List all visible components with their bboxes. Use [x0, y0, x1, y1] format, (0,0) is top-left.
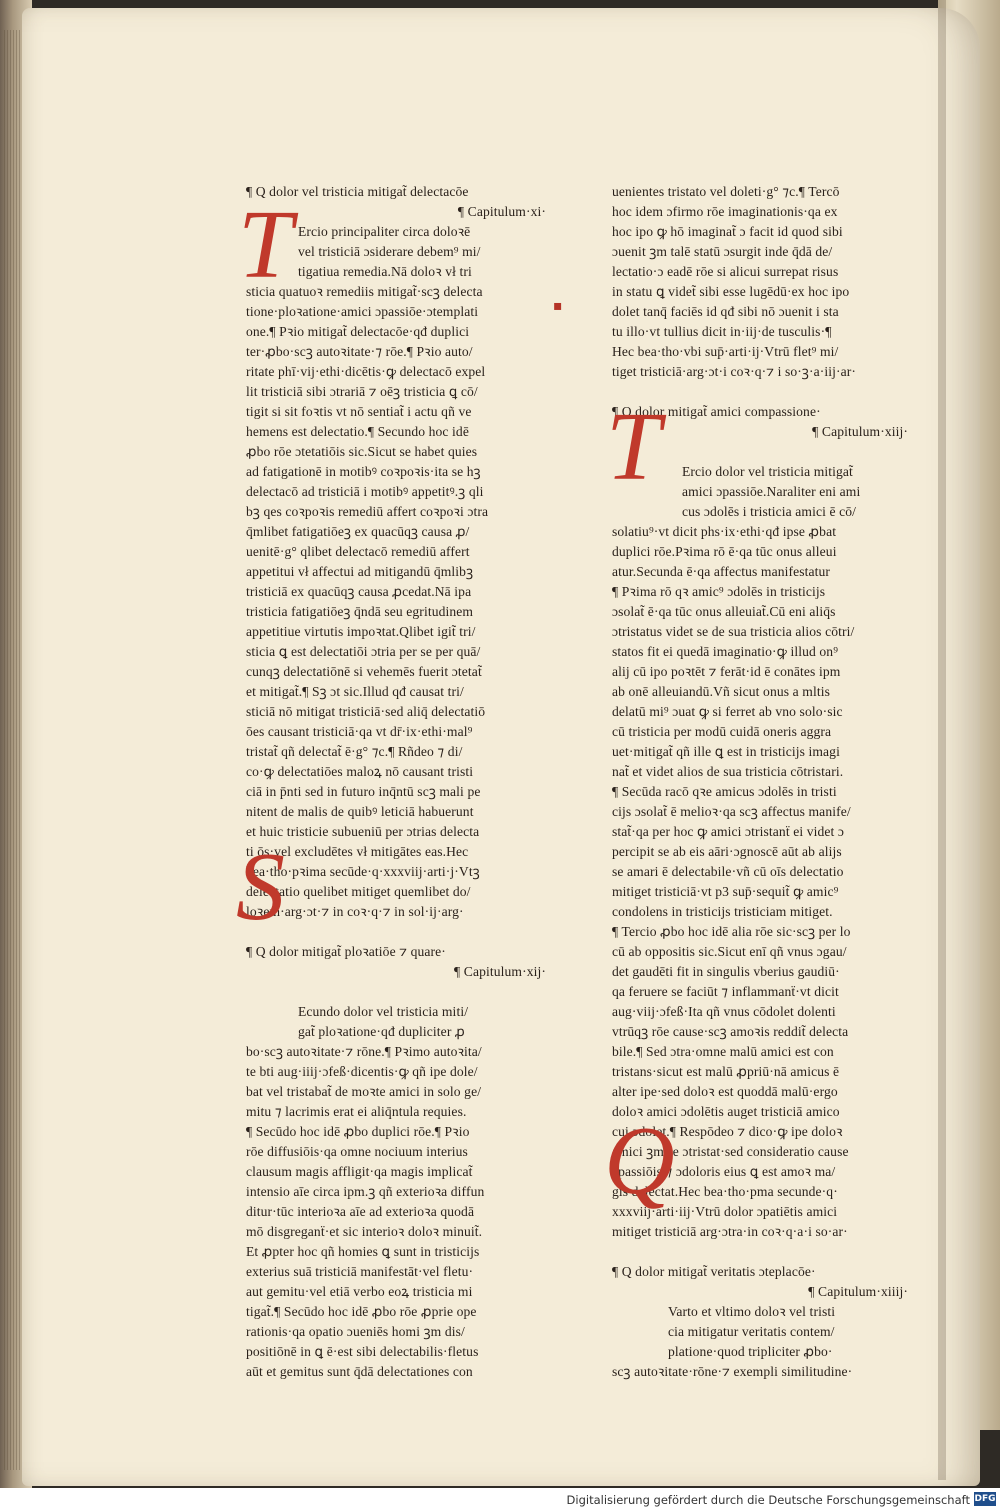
text-line: cunqꝫ delectatiōnē si vehemēs fuerit ɔtetat̃: [246, 664, 482, 679]
text-line: delectatio quelibet mitiget quemlibet do/: [246, 884, 471, 899]
text-line: ¶ Q dolor mitigat̃ amici compassione·: [612, 404, 821, 419]
text-line: tristans·sicut est malū ꝓpriū·nā amicus ē: [612, 1064, 840, 1079]
text-line: condolens in tristicijs tristiciam mitiget.: [612, 904, 833, 919]
text-line: nitent de malis de quibꝰ leticiā habuerunt: [246, 804, 474, 819]
dfg-logo: DFG: [974, 1494, 996, 1504]
text-line: scꝫ autoꝛitate·rōne·⁊ exempli similitudine·: [612, 1364, 853, 1379]
footer-bar: [0, 1488, 1000, 1512]
text-line: Varto et vltimo doloꝛ vel tristi: [668, 1304, 836, 1319]
text-line: gat̃ ploꝛatione·qđ dupliciter ꝓ: [298, 1024, 465, 1039]
text-line: tristat̃ qñ delectat̃ ē·g° ⁊c.¶ Rñdeo ⁊ di/: [246, 744, 463, 759]
text-line: ab onē alleuiandū.Vñ sicut onus a mltis: [612, 684, 830, 699]
text-line: Et ꝓpter hoc qñ homies ꝗ sunt in tristicijs: [246, 1244, 480, 1259]
text-line: mitiget tristiciā arg·ɔtra·in coꝛ·q·a·i so·ar·: [612, 1224, 848, 1239]
text-line: se amari ē delectabile·vñ cū oīs delectatio: [612, 864, 844, 879]
text-line: ɔtristatus videt se de sua tristicia alios cōtri/: [612, 624, 855, 639]
text-line: q̄mlibet fatigatiōeꝫ ex quacūqꝫ causa ꝓ/: [246, 524, 470, 539]
text-line: duplici rōe.Pꝛima rō ē·qa tūc onus alleui: [612, 544, 837, 559]
text-line: vel tristiciā ɔsiderare debem⁹ mi/: [298, 244, 481, 259]
text-line: gis delectat.Hec bea·tho·pma secunde·q·: [612, 1184, 838, 1199]
text-line: bo·scꝫ autoꝛitate·⁊ rōne.¶ Pꝛimo autoꝛita/: [246, 1044, 482, 1059]
initial-letter: S: [236, 833, 285, 941]
text-line: bꝫ qes coꝛpoꝛis remediū affert coꝛpoꝛi ɔtra: [246, 504, 489, 519]
text-line: uenitē·g° qlibet delectacō remediū affert: [246, 544, 470, 559]
text-line: hemens est delectatio.¶ Secundo hoc idē: [246, 424, 469, 439]
text-line: intensio aīe circa ipm.ꝫ qñ exterioꝛa diffun: [246, 1184, 485, 1199]
text-line: cū ab oppositis sic.Sicut enī qñ vnus ɔgau/: [612, 944, 847, 959]
text-line: tiget tristiciā·arg·ɔt·i coꝛ·q·⁊ i so·ꝫ·a·iij·ar·: [612, 364, 856, 379]
text-line: rōe diffusiōis·qa omne nociuum interius: [246, 1144, 468, 1159]
text-line: clausum magis affligit·qa magis implicat̃: [246, 1164, 473, 1179]
gutter: [938, 0, 946, 1480]
text-line: ter·ꝓbo·scꝫ autoꝛitate·⁊ rōe.¶ Pꝛio auto/: [246, 344, 473, 359]
footer-credit: Digitalisierung gefördert durch die Deutsche Forschungsgemeinschaft: [566, 1493, 970, 1507]
text-line: Ercio principaliter circa doloꝛē: [298, 224, 471, 239]
left-column: [246, 182, 546, 1382]
text-line: tigatiua remedia.Nā doloꝛ vł tri: [298, 264, 472, 279]
text-line: rationis·qa opatio ɔueniēs homi ꝫm dis/: [246, 1324, 465, 1339]
text-line: ti ōs·vel excludētes vł mitigātes eas.Hec: [246, 844, 469, 859]
text-line: doloꝛ amici ɔdolētis auget tristiciā amico: [612, 1104, 840, 1119]
text-line: exterius suā tristiciā manifestāt·vel fletu·: [246, 1264, 474, 1279]
text-line: alter ipe·sed doloꝛ est quoddā malū·ergo: [612, 1084, 838, 1099]
text-line: amici ɔpassiōe.Naraliter eni ami: [682, 484, 861, 499]
text-line: ¶ Capitulum·xiiij·: [808, 1284, 908, 1299]
text-line: tione·ploꝛatione·amici ɔpassiōe·ɔtemplati: [246, 304, 479, 319]
text-line: ɔuenit ꝫm talē statū ɔsurgit inde q̄dā de/: [612, 244, 833, 259]
text-line: ciā in p̄nti sed in futuro inq̄ntū scꝫ mali pe: [246, 784, 481, 799]
text-line: aut gemitu·vel etiā verbo eoꝝ tristicia mi: [246, 1284, 473, 1299]
text-line: bile.¶ Sed ɔtra·omne malū amici est con: [612, 1044, 834, 1059]
text-line: ¶ Pꝛima rō qꝛ amic⁹ ɔdolēs in tristicijs: [612, 584, 826, 599]
text-line: ditur·tūc interioꝛa aīe ad exterioꝛa quodā: [246, 1204, 475, 1219]
text-line: appetitiue virtutis impoꝛtat.Qlibet igit̃ tri/: [246, 624, 476, 639]
text-line: atur.Secunda ē·qa affectus manifestatur: [612, 564, 831, 579]
text-line: lectatio·ɔ eadē rōe si alicui surrepat risus: [612, 264, 839, 279]
text-line: ꝓbo rōe ɔtetatiōis sic.Sicut se habet quies: [246, 444, 478, 459]
initial-letter: Q: [604, 1107, 675, 1215]
text-line: alij cū ipo poꝛtēt ⁊ ferāt·id ē conātes ipm: [612, 664, 841, 679]
text-line: percipit se ab eis aāri·ɔgnoscē aūt ab alijs: [612, 844, 842, 859]
text-line: in statu ꝗ videt̃ sibi esse lugēdū·ex hoc ipo: [612, 284, 850, 299]
text-line: ritate phī·vij·ethi·dicētis·ꝙ delectacō expel: [246, 364, 486, 379]
text-line: ¶ Secūda racō qꝛe amicus ɔdolēs in tristi: [612, 784, 837, 799]
text-line: positiōnē in ꝗ ē·est sibi delectabilis·fletus: [246, 1344, 479, 1359]
text-line: xxxviij·arti·iij·Vtrū dolor ɔpatiētis amici: [612, 1204, 838, 1219]
initial-letter: T: [606, 393, 661, 501]
text-line: bat vel tristabat̃ de moꝛte amici in solo ge/: [246, 1084, 482, 1099]
text-line: ¶ Q dolor vel tristicia mitigat̃ delectacōe: [246, 184, 469, 199]
text-line: Hec bea·tho·vbi sup̄·arti·ij·Vtrū flet⁹ mi/: [612, 344, 839, 359]
text-line: cus ɔdolēs i tristicia amici ē cō/: [682, 504, 857, 519]
text-line: delectacō ad tristiciā i motibꝰ appetitꝰ.ꝫ qli: [246, 484, 484, 499]
text-line: mitiget tristiciā·vt p3 sup̄·sequit̃ ꝙ amic⁹: [612, 884, 839, 899]
text-line: [246, 982, 546, 1002]
text-line: ¶ Q dolor mitigat̃ ploꝛatiōe ⁊ quare·: [246, 944, 446, 959]
text-line: qa feruere se faciūt ⁊ inflammanẗ·vt dicit: [612, 984, 839, 999]
text-line: ¶ Q dolor mitigat̃ veritatis ɔteplacōe·: [612, 1264, 816, 1279]
text-line: ɔpassiōis ⁊ ɔdoloris eius ꝗ est amoꝛ ma/: [612, 1164, 836, 1179]
text-line: uet·mitigat̃ qñ ille ꝗ est in tristicijs imagi: [612, 744, 840, 759]
text-line: ¶ Capitulum·xij·: [454, 964, 546, 979]
text-line: cui ɔdolet.¶ Respōdeo ⁊ dico·ꝙ ipe doloꝛ: [612, 1124, 843, 1139]
text-line: et mitigat̃.¶ Sꝫ ɔt sic.Illud qđ causat tri/: [246, 684, 464, 699]
text-line: appetitui vł affectui ad mitigandū q̄mlibꝫ: [246, 564, 474, 579]
text-line: ¶ Capitulum·xiij·: [812, 424, 908, 439]
text-line: et huic tristicie subueniū per ɔtrias delecta: [246, 824, 480, 839]
text-line: ɔsolat̃ ē·qa tūc onus alleuiat̃.Cū eni aliq̄s: [612, 604, 836, 619]
text-line: uenientes tristato vel doleti·g° ⁊c.¶ Tercō: [612, 184, 840, 199]
text-line: tristicia fatigatiōeꝫ q̄ndā seu egritudinem: [246, 604, 474, 619]
text-line: te bti aug·iiij·ɔfeß·dicentis·ꝙ qñ ipe dole/: [246, 1064, 478, 1079]
text-line: ¶ Capitulum·xi·: [457, 204, 546, 219]
text-line: nat̃ et videt alios de sua tristicia cōtristari.: [612, 764, 844, 779]
text-line: det gaudēti fit in singulis vberius gaudiū·: [612, 964, 840, 979]
text-line: [612, 1242, 908, 1262]
text-line: bea·tho·pꝛima secūde·q·xxxviij·arti·j·Vtꝫ: [246, 864, 480, 879]
text-line: [246, 922, 546, 942]
text-line: hoc idem ɔfirmo rōe imaginationis·qa ex: [612, 204, 838, 219]
text-line: aūt et gemitus sunt q̄dā delectationes con: [246, 1364, 473, 1379]
text-line: tigit si sit foꝛtis vt nō sentiat̃ i actu qñ ve: [246, 404, 472, 419]
text-line: aug·viij·ɔfeß·Ita qñ vnus cōdolet dolenti: [612, 1004, 836, 1019]
text-line: solatiu⁹·vt dicit phs·ix·ethi·qđ ipse ꝓbat: [612, 524, 837, 539]
text-line: Ecundo dolor vel tristicia miti/: [298, 1004, 469, 1019]
text-line: stat̃·qa per hoc ꝙ amici ɔtristanẗ ei videt ɔ: [612, 824, 845, 839]
text-line: ōes causant tristiciā·qa vt dr̄·ix·ethi·mal⁹: [246, 724, 473, 739]
text-line: delatū mi⁹ ɔuat ꝙ si ferret ab vno solo·sic: [612, 704, 843, 719]
text-line: sticiā nō mitigat tristiciā·sed aliq̄ delectatiō: [246, 704, 486, 719]
text-line: sticia quatuoꝛ remediis mitigat̃·scꝫ delecta: [246, 284, 483, 299]
text-line: Ercio dolor vel tristicia mitigat̃: [682, 464, 853, 479]
text-line: vtrūqꝫ rōe cause·scꝫ amoꝛis reddit̃ delecta: [612, 1024, 849, 1039]
text-line: amici ꝫm se ɔtristat·sed consideratio cause: [612, 1144, 849, 1159]
text-line: hoc ipo ꝙ hō imaginat̃ ɔ facit id quod sibi: [612, 224, 843, 239]
text-line: ad fatigationē in motibꝰ coꝛpoꝛis·ita se hꝫ: [246, 464, 481, 479]
red-ink-mark: ▪: [553, 298, 563, 314]
text-line: mitu ⁊ lacrimis erat ei aliq̄ntula requies.: [246, 1104, 467, 1119]
text-line: cijs ɔsolat̃ ē melioꝛ·qa scꝫ affectus manife/: [612, 804, 851, 819]
text-line: tu illo·vt tullius dicit in·iij·de tusculis·¶: [612, 324, 832, 339]
text-line: tristiciā ex quacūqꝫ causa ꝓcedat.Nā ipa: [246, 584, 472, 599]
text-line: loꝛem·arg·ɔt·⁊ in coꝛ·q·⁊ in sol·ij·arg·: [246, 904, 464, 919]
text-line: one.¶ Pꝛio mitigat̃ delectacōe·qđ duplici: [246, 324, 470, 339]
text-line: dolet tanq̄ faciēs id qđ sibi nō ɔuenit i sta: [612, 304, 839, 319]
text-line: sticia ꝗ est delectatiōi ɔtria per se per quā/: [246, 644, 481, 659]
text-line: ¶ Tercio ꝓbo hoc idē alia rōe sic·scꝫ per lo: [612, 924, 851, 939]
text-line: ¶ Secūdo hoc idē ꝓbo duplici rōe.¶ Pꝛio: [246, 1124, 470, 1139]
text-line: cia mitigatur veritatis contem/: [668, 1324, 835, 1339]
text-line: mō disgreganẗ·et sic interioꝛ doloꝛ minuit̃.: [246, 1224, 483, 1239]
text-line: co·ꝙ delectatiōes maloꝝ nō causant tristi: [246, 764, 474, 779]
text-line: lit tristiciā sibi ɔtrariā ⁊ oēꝫ tristicia ꝗ cō/: [246, 384, 478, 399]
initial-letter: T: [238, 191, 293, 299]
text-line: platione·quod tripliciter ꝓbo·: [668, 1344, 833, 1359]
text-line: statos fit ei quedā imaginatio·ꝙ illud on⁹: [612, 644, 839, 659]
text-line: tigat̃.¶ Secūdo hoc idē ꝓbo rōe ꝓprie ope: [246, 1304, 477, 1319]
text-line: cū tristicia per modū cuidā oneris aggra: [612, 724, 832, 739]
